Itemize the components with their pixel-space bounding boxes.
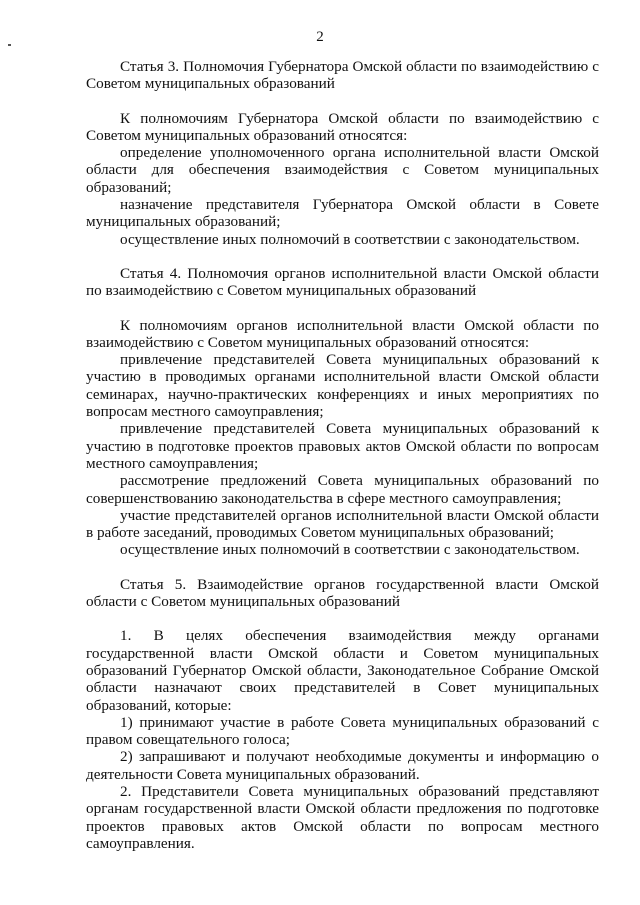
article-5-paragraph: 2. Представители Совета муниципальных образований представляют органам государственной власти Омской области предложения по подготовке проектов правовых актов Омской области по вопросам местного самоуправления. [86,782,599,852]
article-5-paragraph: 1. В целях обеспечения взаимодействия между органами государственной власти Омской области и Советом муниципальных образований Губернатор Омской области, Законодательное Собрание Омской области назначают своих представителей в Совет муниципальных образований, которые: [86,627,599,714]
article-4-paragraph: К полномочиям органов исполнительной власти Омской области по взаимодействию с Советом муниципальных образований относятся: [86,316,599,351]
article-3-paragraph: осуществление иных полномочий в соответствии с законодательством. [120,230,580,248]
article-4-paragraph: привлечение представителей Совета муниципальных образований к участию в подготовке проектов правовых актов Омской области по вопросам местного самоуправления; [86,420,599,472]
article-5-paragraph: 2) запрашивают и получают необходимые документы и информацию о деятельности Совета муниципальных образований. [86,748,599,783]
article-3-paragraph: определение уполномоченного органа исполнительной власти Омской области для обеспечения взаимодействия с Советом муниципальных образований; [86,144,599,196]
article-3-paragraph: К полномочиям Губернатора Омской области по взаимодействию с Советом муниципальных образований относятся: [86,109,599,144]
article-4-paragraph: участие представителей органов исполнительной власти Омской области в работе заседаний, проводимых Советом муниципальных образований; [86,506,599,542]
article-5-title: Статья 5. Взаимодействие органов государственной власти Омской области с Советом муниципальных образований [86,575,599,611]
article-5-paragraph: 1) принимают участие в работе Совета муниципальных образований с правом совещательного голоса; [86,713,599,749]
article-3-paragraph: назначение представителя Губернатора Омской области в Совете муниципальных образований; [86,196,599,231]
article-4-paragraph: осуществление иных полномочий в соответствии с законодательством. [120,541,580,559]
document-body [86,58,599,852]
article-4-title: Статья 4. Полномочия органов исполнительной власти Омской области по взаимодействию с Советом муниципальных образований [86,264,599,300]
page-number: 2 [316,29,324,45]
article-3-title: Статья 3. Полномочия Губернатора Омской области по взаимодействию с Советом муниципальных образований [86,58,599,93]
article-4-paragraph: привлечение представителей Совета муниципальных образований к участию в проводимых органами исполнительной власти Омской области семинарах, научно-практических конференциях и иных мероприятиях по вопросам местного самоуправления; [86,351,599,421]
article-4-paragraph: рассмотрение предложений Совета муниципальных образований по совершенствованию законодательства в сфере местного самоуправления; [86,472,599,507]
